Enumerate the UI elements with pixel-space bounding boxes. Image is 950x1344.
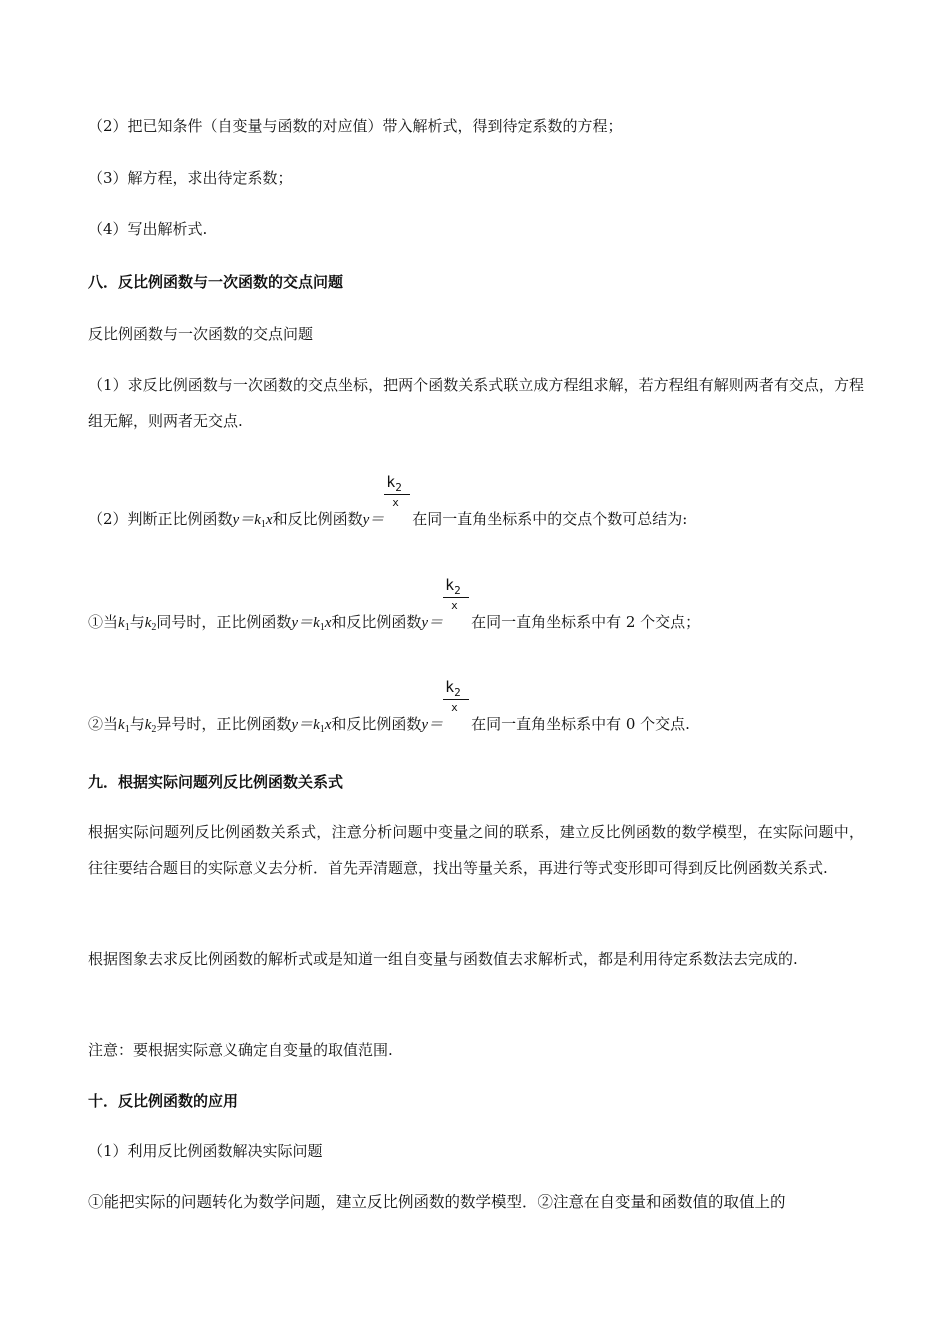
step-2: （2）把已知条件（自变量与函数的对应值）带入解析式，得到待定系数的方程； xyxy=(88,117,623,135)
fraction-k2-over-x: $\frac{k_2}{x}$ xyxy=(384,504,412,524)
fraction-k2-over-x: $\frac{k_2}{x}$ xyxy=(443,709,471,729)
section-8-paragraph-1: （1）求反比例函数与一次函数的交点坐标，把两个函数关系式联立成方程组求解，若方程组有解则两者有交点，方程组无解，则两者无交点. xyxy=(88,376,864,430)
section-9-note: 注意：要根据实际意义确定自变量的取值范围. xyxy=(88,1041,393,1059)
case-2: ②当$k_1$与$k_2$异号时，正比例函数$y=k_1x$和反比例函数y＝ $\frac{k_2}{x}$ 在同一直角坐标系中有 0 个交点. xyxy=(88,678,690,735)
step-3: （3）解方程，求出待定系数； xyxy=(88,169,293,187)
section-9-title: 九．根据实际问题列反比例函数关系式 xyxy=(88,773,344,791)
formula-direct: $y=k_1x$ xyxy=(232,512,273,530)
section-8-subtitle: 反比例函数与一次函数的交点问题 xyxy=(88,325,314,343)
step-4: （4）写出解析式. xyxy=(88,220,208,238)
section-8-paragraph-2: （2）判断正比例函数$y=k_1x$和反比例函数y＝ $\frac{k_2}{x}$ 在同一直角坐标系中的交点个数可总结为: xyxy=(88,473,688,530)
section-10-title: 十．反比例函数的应用 xyxy=(88,1092,239,1110)
fraction-k2-over-x: $\frac{k_2}{x}$ xyxy=(443,607,471,627)
section-10-paragraph-2: ①能把实际的问题转化为数学问题，建立反比例函数的数学模型．②注意在自变量和函数值的取值上的 xyxy=(88,1193,786,1211)
case-1: ①当$k_1$与$k_2$同号时，正比例函数$y=k_1x$和反比例函数y＝ $\frac{k_2}{x}$ 在同一直角坐标系中有 2 个交点； xyxy=(88,576,701,633)
section-9-paragraph-1: 根据实际问题列反比例函数关系式，注意分析问题中变量之间的联系，建立反比例函数的数学模型，在实际问题中，往往要结合题目的实际意义去分析．首先弄清题意，找出等量关系，再进行等式变形即可得到反比例函数关系式. xyxy=(88,823,864,877)
section-8-title: 八．反比例函数与一次函数的交点问题 xyxy=(88,273,344,291)
section-10-paragraph-1: （1）利用反比例函数解决实际问题 xyxy=(88,1142,323,1160)
section-9-paragraph-2: 根据图象去求反比例函数的解析式或是知道一组自变量与函数值去求解析式，都是利用待定系数法去完成的. xyxy=(88,950,798,968)
